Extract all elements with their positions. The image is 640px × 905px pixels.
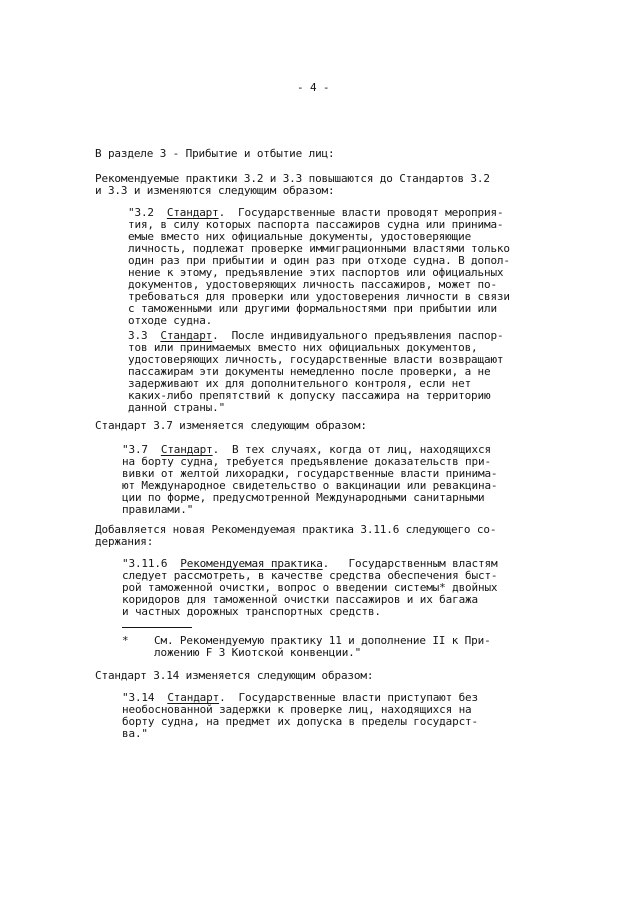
text-line: вивки от желтой лихорадки, государственные власти принима- [122,467,498,480]
text-line: документов, удостоверяющих личность пассажиров, может по- [128,278,497,291]
text-line: данной страны." [128,401,226,414]
text-line: рой таможенной очистки, вопрос о введении системы* двойных [122,581,498,594]
text-fragment: . Государственные власти приступают без [219,691,478,704]
standard-label: Рекомендуемая практика [180,557,323,570]
standard-label: Стандарт [160,443,213,456]
text-line: на борту судна, требуется предъявление доказательств при- [122,455,491,468]
text-line: необоснованной задержки к проверке лиц, находящихся на [122,703,472,716]
text-fragment: . В тех случаях, когда от лиц, находящихся [212,443,491,456]
text-line: ложению F 3 Киотской конвенции." [154,646,362,659]
text-line: и 3.3 и изменяются следующим образом: [95,184,335,197]
text-line: емые вместо них официальные документы, удостоверяющие [128,230,472,243]
text-line: следует рассмотреть, в качестве средства обеспечения быст- [122,569,498,582]
text-fragment: . После индивидуального предъявления паспор- [212,329,504,342]
standard-number: "3.2 [128,206,167,219]
footnote-marker: * [122,634,129,647]
text-line: правилами." [122,503,194,516]
text-line: коридоров для таможенной очистки пассажиров и их багажа [122,593,478,606]
section-intro: Стандарт 3.14 изменяется следующим образом: [95,669,374,682]
text-line: задерживают их для дополнительного контроля, если нет [128,377,472,390]
standard-label: Стандарт [166,206,219,219]
footnote-divider [122,627,192,628]
text-line: Рекомендуемые практики 3.2 и 3.3 повышаются до Стандартов 3.2 [95,172,490,185]
text-line: ют Международное свидетельство о вакцинации или ревакцина- [122,479,498,492]
text-line: и частных дорожных транспортных средств. [122,605,381,618]
text-line: с таможенными или другими формальностями при прибытии или [128,302,497,315]
text-line: ва." [122,727,148,740]
standard-number: 3.3 [128,329,161,342]
standard-number: "3.7 [122,443,161,456]
text-line: тия, в силу которых паспорта пассажиров судна или принима- [128,218,504,231]
standard-number: "3.14 [122,691,168,704]
text-line: борту судна, на предмет их допуска в пределы государст- [122,715,478,728]
text-line: Добавляется новая Рекомендуемая практика 3.11.6 следующего со- [95,523,497,536]
text-line: нение к этому, предъявление этих паспортов или официальных [128,266,504,279]
text-line: пассажирам эти документы немедленно после проверки, а не [128,365,491,378]
text-line: каких-либо препятствий к допуску пассажира на территорию [128,389,491,402]
text-line: удостоверяющих личность, государственные власти возвращают [128,353,504,366]
text-line: ции по форме, предусмотренной Международными санитарными [122,491,485,504]
standard-label: Стандарт [167,691,220,704]
text-line: личность, подлежат проверке иммиграционными властями только [128,242,510,255]
text-line: тов или принимаемых вместо них официальных документов, [128,341,478,354]
standard-number: "3.11.6 [122,557,181,570]
text-line: один раз при прибытии и один раз при отходе судна. В допол- [128,254,510,267]
standard-label: Стандарт [160,329,213,342]
text-line: См. Рекомендуемую практику 11 и дополнение II к При- [154,634,491,647]
section-intro: В разделе 3 - Прибытие и отбытие лиц: [95,147,335,160]
text-fragment: . Государственным властям [322,557,498,570]
text-line: держания: [95,535,154,548]
page-number: - 4 - [297,81,330,94]
text-line: отходе судна. [128,314,213,327]
section-intro: Стандарт 3.7 изменяется следующим образом: [95,419,367,432]
text-line: требоваться для проверки или удостоверения личности в связи [128,290,510,303]
text-fragment: . Государственные власти проводят мероприя- [218,206,504,219]
